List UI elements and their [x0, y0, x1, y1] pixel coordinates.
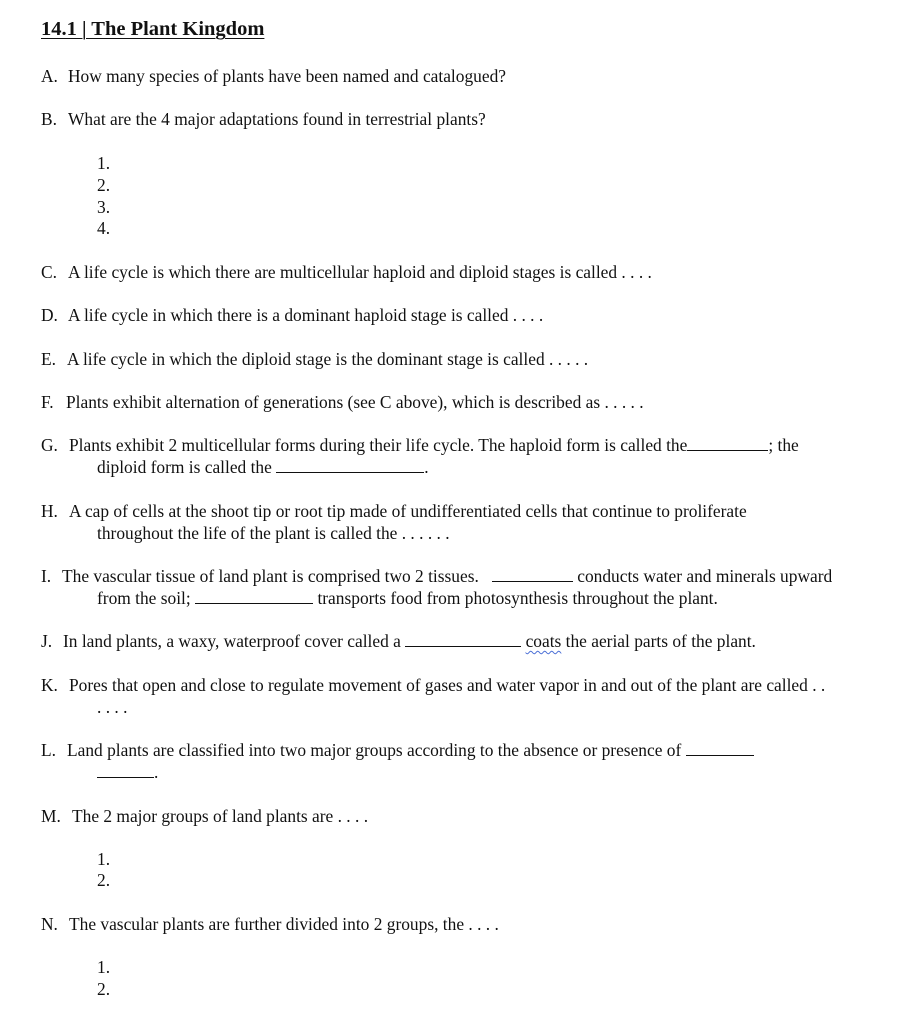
question-text: A life cycle in which there is a dominant haploid stage is called . . . .	[68, 305, 544, 325]
question-label: F.	[41, 392, 54, 412]
question-d	[41, 305, 543, 327]
question-text: How many species of plants have been named and catalogued?	[68, 66, 506, 86]
question-text: Land plants are classified into two major groups according to the absence or presence of	[67, 740, 682, 760]
question-label: G.	[41, 435, 58, 455]
question-text: Plants exhibit 2 multicellular forms during their life cycle. The haploid form is called the	[69, 435, 688, 455]
question-m	[41, 806, 368, 828]
question-text: conducts water and minerals upward	[577, 566, 833, 586]
question-text: diploid form is called the	[97, 456, 272, 477]
question-label: M.	[41, 806, 61, 826]
answer-number: 1.	[97, 153, 111, 173]
question-text: The 2 major groups of land plants are . . . .	[72, 806, 369, 826]
question-text: throughout the life of the plant is called the . . . . . .	[97, 522, 450, 543]
question-label: J.	[41, 631, 53, 651]
answer-blank[interactable]	[687, 436, 768, 451]
question-n	[41, 914, 499, 936]
answer-number: 2.	[97, 175, 111, 195]
answer-blank[interactable]	[276, 458, 424, 473]
question-j	[41, 631, 756, 653]
answer-blank[interactable]	[405, 632, 521, 647]
question-g	[41, 435, 799, 478]
answer-number: 4.	[97, 218, 111, 238]
answer-blank[interactable]	[492, 567, 573, 582]
question-text: Pores that open and close to regulate movement of gases and water vapor in and out of the plant are called . .	[69, 675, 826, 695]
question-i	[41, 566, 832, 609]
question-c	[41, 262, 652, 284]
answer-number: 1.	[97, 957, 111, 977]
question-label: D.	[41, 305, 58, 325]
question-text: .	[154, 761, 159, 782]
question-e	[41, 349, 588, 371]
question-text: A cap of cells at the shoot tip or root tip made of undifferentiated cells that continue to proliferate	[69, 501, 747, 521]
question-f	[41, 392, 644, 414]
question-text: The vascular plants are further divided into 2 groups, the . . . .	[69, 914, 499, 934]
question-h	[41, 501, 747, 544]
question-text: coats	[525, 631, 562, 651]
answer-number: 2.	[97, 870, 111, 890]
question-text: transports food from photosynthesis throughout the plant.	[317, 587, 718, 608]
page-title: 14.1 | The Plant Kingdom	[41, 18, 265, 40]
question-text: What are the 4 major adaptations found in terrestrial plants?	[68, 109, 486, 129]
question-label: L.	[41, 740, 56, 760]
question-text: In land plants, a waxy, waterproof cover called a	[63, 631, 401, 651]
question-b	[41, 109, 486, 131]
question-label: I.	[41, 566, 52, 586]
question-text: A life cycle in which the diploid stage is the dominant stage is called . . . . .	[67, 349, 589, 369]
question-l	[41, 740, 754, 783]
question-label: E.	[41, 349, 56, 369]
question-label: K.	[41, 675, 58, 695]
question-label: N.	[41, 914, 58, 934]
question-text: A life cycle is which there are multicellular haploid and diploid stages is called . . . .	[68, 262, 652, 282]
question-text: . . . .	[97, 696, 128, 717]
answer-number: 2.	[97, 979, 111, 999]
question-text: Plants exhibit alternation of generations (see C above), which is described as . . . . .	[66, 392, 644, 412]
answer-number: 1.	[97, 849, 111, 869]
question-label: B.	[41, 109, 57, 129]
answer-blank[interactable]	[686, 741, 754, 756]
answer-blank[interactable]	[195, 589, 313, 604]
question-text: The vascular tissue of land plant is comprised two 2 tissues.	[62, 566, 479, 586]
question-text: .	[424, 456, 429, 477]
answer-blank[interactable]	[97, 763, 154, 778]
question-label: H.	[41, 501, 58, 521]
question-label: C.	[41, 262, 57, 282]
question-a	[41, 66, 506, 88]
question-text: from the soil;	[97, 587, 191, 608]
question-text: the aerial parts of the plant.	[565, 631, 756, 651]
answer-number: 3.	[97, 197, 111, 217]
question-text: ; the	[768, 435, 799, 455]
question-label: A.	[41, 66, 58, 86]
question-k	[41, 675, 825, 718]
